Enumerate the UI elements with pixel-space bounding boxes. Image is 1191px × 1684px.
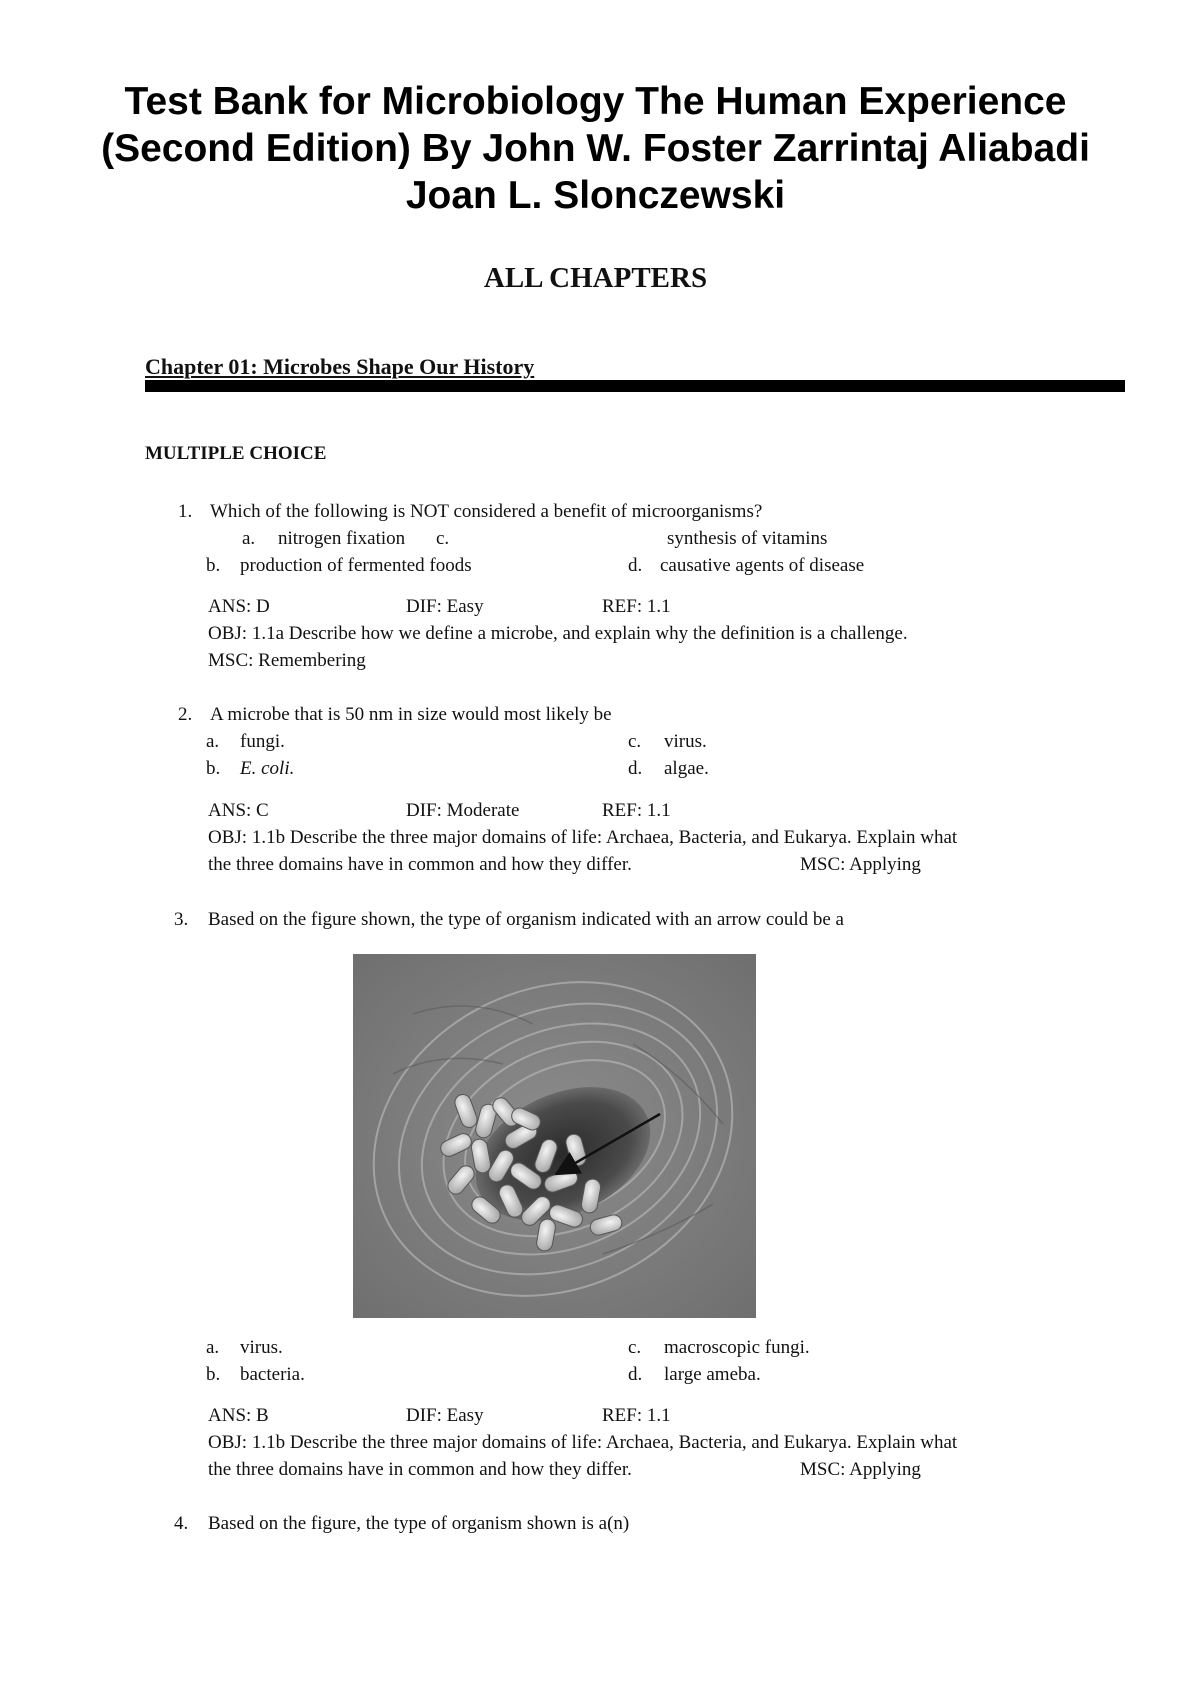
- difficulty: DIF: Easy: [406, 596, 484, 617]
- question-stem: Based on the figure shown, the type of organism indicated with an arrow could be a: [208, 909, 844, 930]
- objective-line: OBJ: 1.1a Describe how we define a microbe, and explain why the definition is a challenge.: [208, 623, 908, 644]
- msc-tag: MSC: Applying: [800, 1459, 921, 1480]
- choice-letter: a.: [242, 528, 256, 549]
- choice-text: synthesis of vitamins: [667, 528, 828, 549]
- objective-line: OBJ: 1.1b Describe the three major domains of life: Archaea, Bacteria, and Eukarya. Explain what: [208, 1432, 958, 1453]
- question-stem: Based on the figure, the type of organism shown is a(n): [208, 1513, 630, 1534]
- difficulty: DIF: Moderate: [406, 800, 520, 821]
- document-title: Test Bank for Microbiology The Human Experience (Second Edition) By John W. Foster Zarrintaj Aliabadi Joan L. Slonczewski: [101, 80, 1090, 217]
- choice-letter: b.: [206, 555, 221, 576]
- question-number: 1.: [178, 501, 193, 522]
- choice-letter: b.: [206, 758, 221, 779]
- choice-text: virus.: [664, 731, 707, 752]
- choice-text: bacteria.: [240, 1364, 305, 1385]
- question-stem: Which of the following is NOT considered a benefit of microorganisms?: [210, 501, 763, 522]
- question-number: 2.: [178, 704, 193, 725]
- choice-letter: c.: [628, 1337, 642, 1358]
- choice-letter: d.: [628, 555, 643, 576]
- difficulty: DIF: Easy: [406, 1405, 484, 1426]
- question-number: 4.: [174, 1513, 189, 1534]
- msc-tag: MSC: Remembering: [208, 650, 366, 671]
- electron-micrograph-bacteria-icon: [353, 954, 756, 1318]
- choice-text: E. coli.: [240, 758, 295, 779]
- choice-text: algae.: [664, 758, 709, 779]
- choice-letter: a.: [206, 1337, 220, 1358]
- choice-letter: d.: [628, 758, 643, 779]
- choice-text: nitrogen fixation: [278, 528, 406, 549]
- chapter-rule: [145, 380, 1125, 392]
- choice-letter: b.: [206, 1364, 221, 1385]
- objective-line: the three domains have in common and how they differ.: [208, 854, 632, 875]
- answer-key: ANS: C: [208, 800, 269, 821]
- choice-text: production of fermented foods: [240, 555, 472, 576]
- choice-text: fungi.: [240, 731, 285, 752]
- answer-key: ANS: D: [208, 596, 270, 617]
- choice-text: virus.: [240, 1337, 283, 1358]
- reference: REF: 1.1: [602, 1405, 671, 1426]
- answer-key: ANS: B: [208, 1405, 269, 1426]
- chapter-title: Chapter 01: Microbes Shape Our History: [145, 354, 535, 379]
- reference: REF: 1.1: [602, 800, 671, 821]
- question-stem: A microbe that is 50 nm in size would most likely be: [210, 704, 612, 725]
- reference: REF: 1.1: [602, 596, 671, 617]
- msc-tag: MSC: Applying: [800, 854, 921, 875]
- choice-text: causative agents of disease: [660, 555, 865, 576]
- choice-text: macroscopic fungi.: [664, 1337, 810, 1358]
- choice-letter: a.: [206, 731, 220, 752]
- choice-letter: d.: [628, 1364, 643, 1385]
- objective-line: the three domains have in common and how they differ.: [208, 1459, 632, 1480]
- choice-letter: c.: [628, 731, 642, 752]
- section-heading: MULTIPLE CHOICE: [145, 443, 327, 464]
- question-number: 3.: [174, 909, 189, 930]
- document-subtitle: ALL CHAPTERS: [483, 262, 708, 294]
- choice-text: large ameba.: [664, 1364, 761, 1385]
- objective-line: OBJ: 1.1b Describe the three major domains of life: Archaea, Bacteria, and Eukarya. Explain what: [208, 827, 958, 848]
- choice-letter: c.: [436, 528, 450, 549]
